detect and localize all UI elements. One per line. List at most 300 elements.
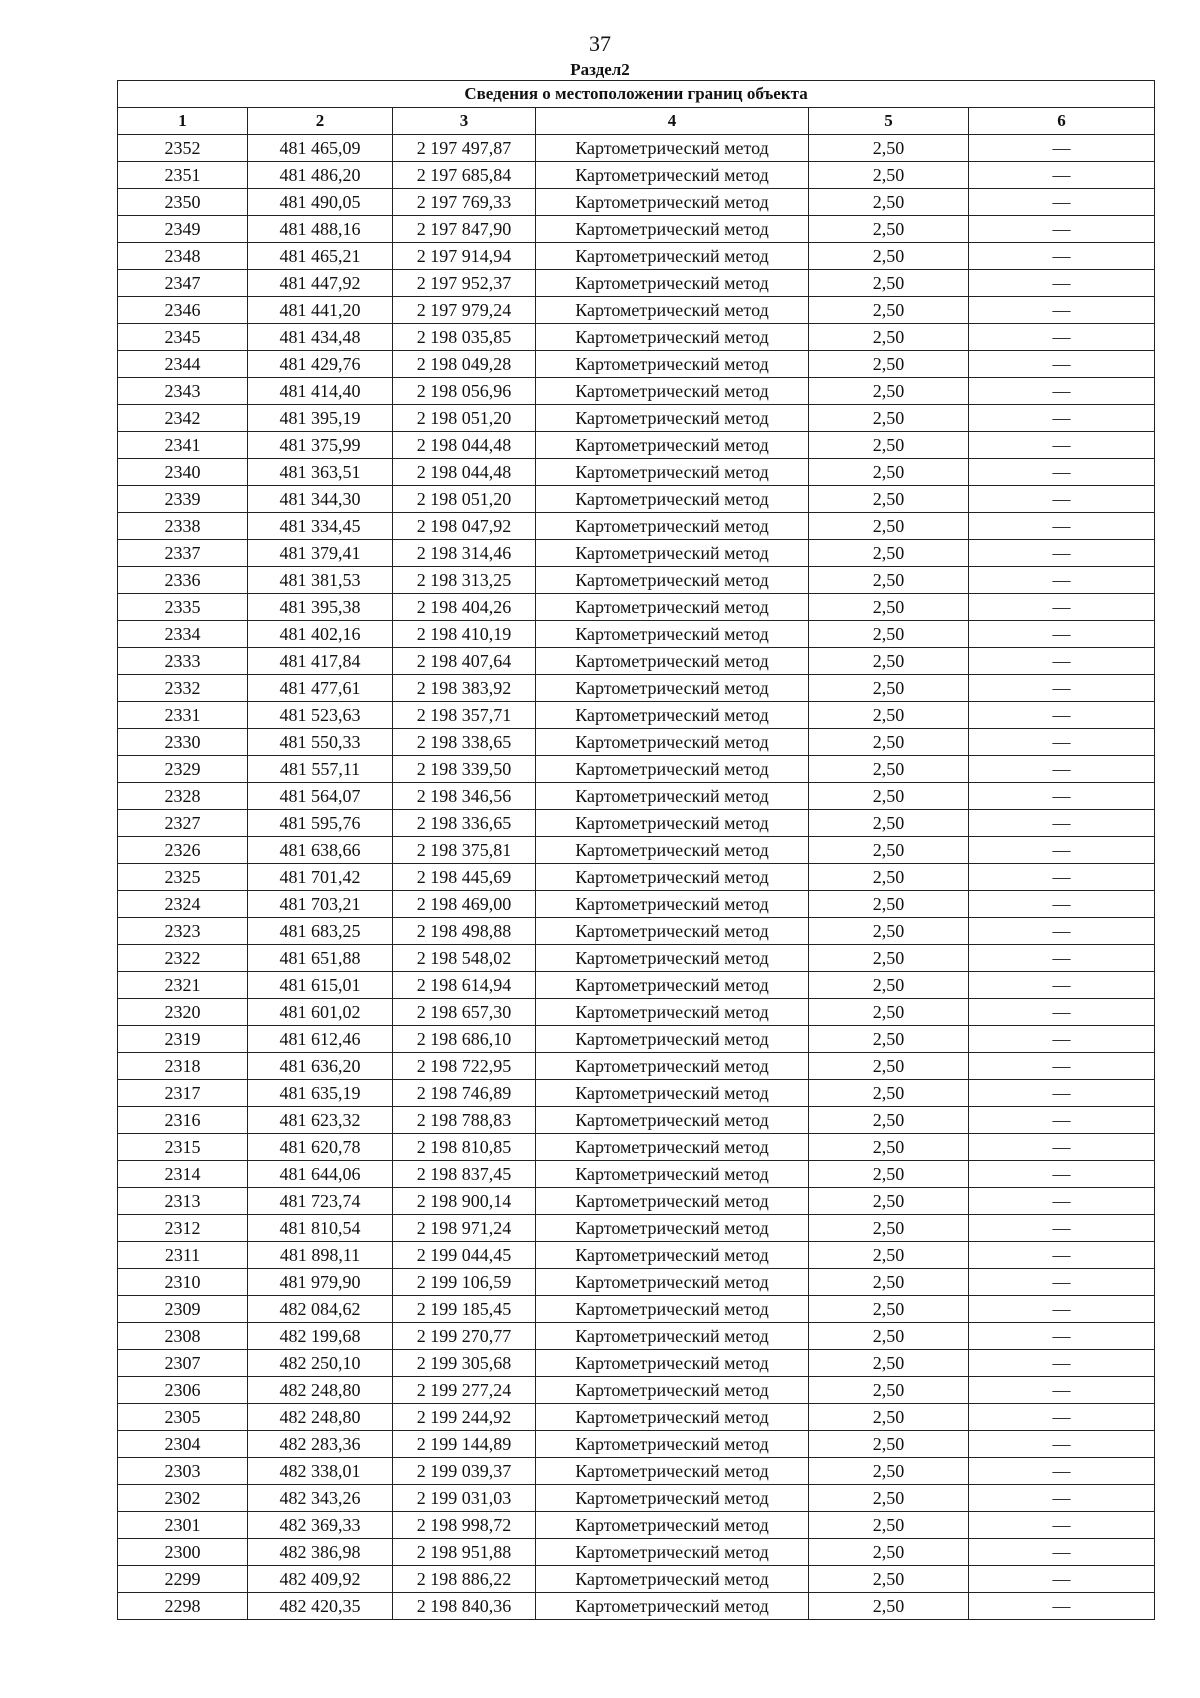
x-coordinate-cell: 481 701,42 — [248, 864, 393, 891]
point-number-cell: 2309 — [118, 1296, 248, 1323]
method-cell: Картометрический метод — [536, 243, 809, 270]
description-cell: — — [969, 378, 1155, 405]
accuracy-cell: 2,50 — [809, 1593, 969, 1620]
y-coordinate-cell: 2 198 886,22 — [393, 1566, 536, 1593]
description-cell: — — [969, 1566, 1155, 1593]
table-body — [118, 135, 1155, 1620]
accuracy-cell: 2,50 — [809, 675, 969, 702]
y-coordinate-cell: 2 198 657,30 — [393, 999, 536, 1026]
point-number-cell: 2333 — [118, 648, 248, 675]
x-coordinate-cell: 481 651,88 — [248, 945, 393, 972]
accuracy-cell: 2,50 — [809, 1053, 969, 1080]
column-header: 3 — [393, 108, 536, 135]
point-number-cell: 2337 — [118, 540, 248, 567]
column-header: 1 — [118, 108, 248, 135]
y-coordinate-cell: 2 199 185,45 — [393, 1296, 536, 1323]
point-number-cell: 2318 — [118, 1053, 248, 1080]
y-coordinate-cell: 2 198 035,85 — [393, 324, 536, 351]
description-cell: — — [969, 1080, 1155, 1107]
accuracy-cell: 2,50 — [809, 567, 969, 594]
method-cell: Картометрический метод — [536, 783, 809, 810]
y-coordinate-cell: 2 199 244,92 — [393, 1404, 536, 1431]
table-row — [118, 702, 1155, 729]
table-row — [118, 1134, 1155, 1161]
table-row — [118, 648, 1155, 675]
method-cell: Картометрический метод — [536, 648, 809, 675]
y-coordinate-cell: 2 198 375,81 — [393, 837, 536, 864]
y-coordinate-cell: 2 198 044,48 — [393, 459, 536, 486]
method-cell: Картометрический метод — [536, 540, 809, 567]
description-cell: — — [969, 1269, 1155, 1296]
y-coordinate-cell: 2 199 277,24 — [393, 1377, 536, 1404]
method-cell: Картометрический метод — [536, 1350, 809, 1377]
y-coordinate-cell: 2 198 404,26 — [393, 594, 536, 621]
description-cell: — — [969, 216, 1155, 243]
table-row — [118, 891, 1155, 918]
table-row — [118, 810, 1155, 837]
table-row — [118, 513, 1155, 540]
x-coordinate-cell: 481 488,16 — [248, 216, 393, 243]
method-cell: Картометрический метод — [536, 999, 809, 1026]
x-coordinate-cell: 481 395,19 — [248, 405, 393, 432]
description-cell: — — [969, 675, 1155, 702]
point-number-cell: 2312 — [118, 1215, 248, 1242]
accuracy-cell: 2,50 — [809, 1404, 969, 1431]
x-coordinate-cell: 481 465,21 — [248, 243, 393, 270]
description-cell: — — [969, 1161, 1155, 1188]
table-row — [118, 324, 1155, 351]
description-cell: — — [969, 1350, 1155, 1377]
x-coordinate-cell: 481 414,40 — [248, 378, 393, 405]
description-cell: — — [969, 162, 1155, 189]
accuracy-cell: 2,50 — [809, 1485, 969, 1512]
column-header: 5 — [809, 108, 969, 135]
accuracy-cell: 2,50 — [809, 918, 969, 945]
accuracy-cell: 2,50 — [809, 540, 969, 567]
method-cell: Картометрический метод — [536, 1026, 809, 1053]
x-coordinate-cell: 481 381,53 — [248, 567, 393, 594]
table-row — [118, 675, 1155, 702]
y-coordinate-cell: 2 198 383,92 — [393, 675, 536, 702]
x-coordinate-cell: 481 434,48 — [248, 324, 393, 351]
y-coordinate-cell: 2 199 106,59 — [393, 1269, 536, 1296]
x-coordinate-cell: 482 199,68 — [248, 1323, 393, 1350]
table-row — [118, 567, 1155, 594]
table-row — [118, 1242, 1155, 1269]
y-coordinate-cell: 2 198 614,94 — [393, 972, 536, 999]
y-coordinate-cell: 2 198 056,96 — [393, 378, 536, 405]
point-number-cell: 2308 — [118, 1323, 248, 1350]
point-number-cell: 2299 — [118, 1566, 248, 1593]
method-cell: Картометрический метод — [536, 675, 809, 702]
x-coordinate-cell: 482 386,98 — [248, 1539, 393, 1566]
x-coordinate-cell: 481 379,41 — [248, 540, 393, 567]
accuracy-cell: 2,50 — [809, 1188, 969, 1215]
table-row — [118, 729, 1155, 756]
table-row — [118, 351, 1155, 378]
method-cell: Картометрический метод — [536, 1566, 809, 1593]
y-coordinate-cell: 2 198 051,20 — [393, 405, 536, 432]
table-row — [118, 1107, 1155, 1134]
method-cell: Картометрический метод — [536, 1269, 809, 1296]
accuracy-cell: 2,50 — [809, 783, 969, 810]
accuracy-cell: 2,50 — [809, 405, 969, 432]
y-coordinate-cell: 2 197 914,94 — [393, 243, 536, 270]
x-coordinate-cell: 481 623,32 — [248, 1107, 393, 1134]
accuracy-cell: 2,50 — [809, 1296, 969, 1323]
y-coordinate-cell: 2 198 336,65 — [393, 810, 536, 837]
accuracy-cell: 2,50 — [809, 594, 969, 621]
y-coordinate-cell: 2 198 971,24 — [393, 1215, 536, 1242]
point-number-cell: 2348 — [118, 243, 248, 270]
method-cell: Картометрический метод — [536, 162, 809, 189]
point-number-cell: 2325 — [118, 864, 248, 891]
method-cell: Картометрический метод — [536, 486, 809, 513]
table-row — [118, 756, 1155, 783]
method-cell: Картометрический метод — [536, 513, 809, 540]
x-coordinate-cell: 481 402,16 — [248, 621, 393, 648]
method-cell: Картометрический метод — [536, 351, 809, 378]
x-coordinate-cell: 481 683,25 — [248, 918, 393, 945]
y-coordinate-cell: 2 197 952,37 — [393, 270, 536, 297]
description-cell: — — [969, 864, 1155, 891]
description-cell: — — [969, 1026, 1155, 1053]
x-coordinate-cell: 482 343,26 — [248, 1485, 393, 1512]
accuracy-cell: 2,50 — [809, 999, 969, 1026]
boundary-coordinates-table — [117, 80, 1155, 1620]
x-coordinate-cell: 481 344,30 — [248, 486, 393, 513]
description-cell: — — [969, 810, 1155, 837]
x-coordinate-cell: 482 369,33 — [248, 1512, 393, 1539]
y-coordinate-cell: 2 198 900,14 — [393, 1188, 536, 1215]
point-number-cell: 2313 — [118, 1188, 248, 1215]
method-cell: Картометрический метод — [536, 459, 809, 486]
accuracy-cell: 2,50 — [809, 891, 969, 918]
x-coordinate-cell: 481 595,76 — [248, 810, 393, 837]
y-coordinate-cell: 2 199 144,89 — [393, 1431, 536, 1458]
accuracy-cell: 2,50 — [809, 135, 969, 162]
point-number-cell: 2317 — [118, 1080, 248, 1107]
description-cell: — — [969, 1296, 1155, 1323]
table-row — [118, 945, 1155, 972]
y-coordinate-cell: 2 198 314,46 — [393, 540, 536, 567]
y-coordinate-cell: 2 198 407,64 — [393, 648, 536, 675]
accuracy-cell: 2,50 — [809, 378, 969, 405]
method-cell: Картометрический метод — [536, 1593, 809, 1620]
method-cell: Картометрический метод — [536, 1188, 809, 1215]
x-coordinate-cell: 482 248,80 — [248, 1377, 393, 1404]
method-cell: Картометрический метод — [536, 891, 809, 918]
description-cell: — — [969, 837, 1155, 864]
point-number-cell: 2344 — [118, 351, 248, 378]
method-cell: Картометрический метод — [536, 1242, 809, 1269]
method-cell: Картометрический метод — [536, 1485, 809, 1512]
accuracy-cell: 2,50 — [809, 702, 969, 729]
point-number-cell: 2298 — [118, 1593, 248, 1620]
accuracy-cell: 2,50 — [809, 1080, 969, 1107]
description-cell: — — [969, 297, 1155, 324]
method-cell: Картометрический метод — [536, 189, 809, 216]
point-number-cell: 2321 — [118, 972, 248, 999]
y-coordinate-cell: 2 198 047,92 — [393, 513, 536, 540]
method-cell: Картометрический метод — [536, 756, 809, 783]
x-coordinate-cell: 482 338,01 — [248, 1458, 393, 1485]
x-coordinate-cell: 481 395,38 — [248, 594, 393, 621]
method-cell: Картометрический метод — [536, 1080, 809, 1107]
method-cell: Картометрический метод — [536, 864, 809, 891]
x-coordinate-cell: 481 375,99 — [248, 432, 393, 459]
accuracy-cell: 2,50 — [809, 810, 969, 837]
point-number-cell: 2315 — [118, 1134, 248, 1161]
method-cell: Картометрический метод — [536, 621, 809, 648]
table-row — [118, 1485, 1155, 1512]
description-cell: — — [969, 729, 1155, 756]
y-coordinate-cell: 2 199 305,68 — [393, 1350, 536, 1377]
table-row — [118, 540, 1155, 567]
y-coordinate-cell: 2 198 445,69 — [393, 864, 536, 891]
description-cell: — — [969, 1404, 1155, 1431]
table-header-row — [118, 108, 1155, 135]
accuracy-cell: 2,50 — [809, 1512, 969, 1539]
method-cell: Картометрический метод — [536, 216, 809, 243]
accuracy-cell: 2,50 — [809, 1269, 969, 1296]
x-coordinate-cell: 481 636,20 — [248, 1053, 393, 1080]
accuracy-cell: 2,50 — [809, 864, 969, 891]
point-number-cell: 2343 — [118, 378, 248, 405]
description-cell: — — [969, 702, 1155, 729]
table-row — [118, 1377, 1155, 1404]
y-coordinate-cell: 2 198 357,71 — [393, 702, 536, 729]
accuracy-cell: 2,50 — [809, 1458, 969, 1485]
x-coordinate-cell: 482 409,92 — [248, 1566, 393, 1593]
x-coordinate-cell: 481 447,92 — [248, 270, 393, 297]
accuracy-cell: 2,50 — [809, 297, 969, 324]
x-coordinate-cell: 482 248,80 — [248, 1404, 393, 1431]
table-row — [118, 972, 1155, 999]
method-cell: Картометрический метод — [536, 1431, 809, 1458]
accuracy-cell: 2,50 — [809, 1161, 969, 1188]
point-number-cell: 2323 — [118, 918, 248, 945]
description-cell: — — [969, 1593, 1155, 1620]
page-number: 37 — [589, 31, 611, 56]
description-cell: — — [969, 405, 1155, 432]
accuracy-cell: 2,50 — [809, 351, 969, 378]
description-cell: — — [969, 1458, 1155, 1485]
table-row — [118, 918, 1155, 945]
table-row — [118, 1431, 1155, 1458]
table-row — [118, 1269, 1155, 1296]
accuracy-cell: 2,50 — [809, 432, 969, 459]
y-coordinate-cell: 2 197 769,33 — [393, 189, 536, 216]
table-row — [118, 486, 1155, 513]
method-cell: Картометрический метод — [536, 837, 809, 864]
accuracy-cell: 2,50 — [809, 1566, 969, 1593]
y-coordinate-cell: 2 198 788,83 — [393, 1107, 536, 1134]
y-coordinate-cell: 2 199 039,37 — [393, 1458, 536, 1485]
point-number-cell: 2304 — [118, 1431, 248, 1458]
x-coordinate-cell: 481 644,06 — [248, 1161, 393, 1188]
table-caption: Сведения о местоположении границ объекта — [118, 81, 1155, 108]
method-cell: Картометрический метод — [536, 567, 809, 594]
table-row — [118, 1593, 1155, 1620]
table-row — [118, 1350, 1155, 1377]
accuracy-cell: 2,50 — [809, 513, 969, 540]
accuracy-cell: 2,50 — [809, 1323, 969, 1350]
point-number-cell: 2324 — [118, 891, 248, 918]
x-coordinate-cell: 481 550,33 — [248, 729, 393, 756]
point-number-cell: 2327 — [118, 810, 248, 837]
table-row — [118, 459, 1155, 486]
point-number-cell: 2329 — [118, 756, 248, 783]
table-row — [118, 999, 1155, 1026]
description-cell: — — [969, 432, 1155, 459]
accuracy-cell: 2,50 — [809, 486, 969, 513]
accuracy-cell: 2,50 — [809, 1431, 969, 1458]
point-number-cell: 2334 — [118, 621, 248, 648]
y-coordinate-cell: 2 199 031,03 — [393, 1485, 536, 1512]
accuracy-cell: 2,50 — [809, 621, 969, 648]
y-coordinate-cell: 2 198 810,85 — [393, 1134, 536, 1161]
table-row — [118, 243, 1155, 270]
method-cell: Картометрический метод — [536, 918, 809, 945]
x-coordinate-cell: 481 557,11 — [248, 756, 393, 783]
table-row — [118, 297, 1155, 324]
table-row — [118, 135, 1155, 162]
table-row — [118, 1512, 1155, 1539]
description-cell: — — [969, 918, 1155, 945]
point-number-cell: 2300 — [118, 1539, 248, 1566]
method-cell: Картометрический метод — [536, 810, 809, 837]
point-number-cell: 2336 — [118, 567, 248, 594]
description-cell: — — [969, 351, 1155, 378]
table-row — [118, 783, 1155, 810]
x-coordinate-cell: 481 441,20 — [248, 297, 393, 324]
x-coordinate-cell: 481 465,09 — [248, 135, 393, 162]
method-cell: Картометрический метод — [536, 1161, 809, 1188]
method-cell: Картометрический метод — [536, 1458, 809, 1485]
point-number-cell: 2332 — [118, 675, 248, 702]
accuracy-cell: 2,50 — [809, 1242, 969, 1269]
description-cell: — — [969, 486, 1155, 513]
accuracy-cell: 2,50 — [809, 216, 969, 243]
description-cell: — — [969, 243, 1155, 270]
accuracy-cell: 2,50 — [809, 945, 969, 972]
y-coordinate-cell: 2 198 044,48 — [393, 432, 536, 459]
description-cell: — — [969, 999, 1155, 1026]
y-coordinate-cell: 2 198 313,25 — [393, 567, 536, 594]
point-number-cell: 2346 — [118, 297, 248, 324]
method-cell: Картометрический метод — [536, 972, 809, 999]
table-row — [118, 1458, 1155, 1485]
point-number-cell: 2331 — [118, 702, 248, 729]
section-title: Раздел2 — [570, 60, 630, 79]
table-row — [118, 621, 1155, 648]
y-coordinate-cell: 2 198 346,56 — [393, 783, 536, 810]
table-row — [118, 432, 1155, 459]
point-number-cell: 2351 — [118, 162, 248, 189]
description-cell: — — [969, 972, 1155, 999]
accuracy-cell: 2,50 — [809, 1026, 969, 1053]
x-coordinate-cell: 481 417,84 — [248, 648, 393, 675]
y-coordinate-cell: 2 197 685,84 — [393, 162, 536, 189]
point-number-cell: 2350 — [118, 189, 248, 216]
accuracy-cell: 2,50 — [809, 189, 969, 216]
description-cell: — — [969, 891, 1155, 918]
x-coordinate-cell: 481 601,02 — [248, 999, 393, 1026]
table-row — [118, 189, 1155, 216]
table-row — [118, 837, 1155, 864]
accuracy-cell: 2,50 — [809, 1350, 969, 1377]
point-number-cell: 2316 — [118, 1107, 248, 1134]
y-coordinate-cell: 2 199 044,45 — [393, 1242, 536, 1269]
point-number-cell: 2328 — [118, 783, 248, 810]
point-number-cell: 2338 — [118, 513, 248, 540]
point-number-cell: 2322 — [118, 945, 248, 972]
description-cell: — — [969, 945, 1155, 972]
point-number-cell: 2301 — [118, 1512, 248, 1539]
y-coordinate-cell: 2 198 840,36 — [393, 1593, 536, 1620]
accuracy-cell: 2,50 — [809, 459, 969, 486]
table-row — [118, 1026, 1155, 1053]
description-cell: — — [969, 621, 1155, 648]
point-number-cell: 2345 — [118, 324, 248, 351]
description-cell: — — [969, 1053, 1155, 1080]
point-number-cell: 2352 — [118, 135, 248, 162]
point-number-cell: 2330 — [118, 729, 248, 756]
accuracy-cell: 2,50 — [809, 324, 969, 351]
table-row — [118, 1404, 1155, 1431]
method-cell: Картометрический метод — [536, 1053, 809, 1080]
point-number-cell: 2320 — [118, 999, 248, 1026]
y-coordinate-cell: 2 198 410,19 — [393, 621, 536, 648]
description-cell: — — [969, 324, 1155, 351]
point-number-cell: 2339 — [118, 486, 248, 513]
point-number-cell: 2307 — [118, 1350, 248, 1377]
accuracy-cell: 2,50 — [809, 270, 969, 297]
method-cell: Картометрический метод — [536, 1404, 809, 1431]
table-row — [118, 1566, 1155, 1593]
x-coordinate-cell: 481 523,63 — [248, 702, 393, 729]
y-coordinate-cell: 2 198 951,88 — [393, 1539, 536, 1566]
method-cell: Картометрический метод — [536, 135, 809, 162]
method-cell: Картометрический метод — [536, 324, 809, 351]
y-coordinate-cell: 2 198 338,65 — [393, 729, 536, 756]
point-number-cell: 2303 — [118, 1458, 248, 1485]
table-row — [118, 1161, 1155, 1188]
description-cell: — — [969, 540, 1155, 567]
accuracy-cell: 2,50 — [809, 1134, 969, 1161]
table-row — [118, 1323, 1155, 1350]
table-row — [118, 594, 1155, 621]
x-coordinate-cell: 481 486,20 — [248, 162, 393, 189]
accuracy-cell: 2,50 — [809, 162, 969, 189]
description-cell: — — [969, 1134, 1155, 1161]
x-coordinate-cell: 481 612,46 — [248, 1026, 393, 1053]
x-coordinate-cell: 481 979,90 — [248, 1269, 393, 1296]
method-cell: Картометрический метод — [536, 1512, 809, 1539]
x-coordinate-cell: 481 620,78 — [248, 1134, 393, 1161]
method-cell: Картометрический метод — [536, 1296, 809, 1323]
x-coordinate-cell: 481 703,21 — [248, 891, 393, 918]
accuracy-cell: 2,50 — [809, 1539, 969, 1566]
y-coordinate-cell: 2 198 548,02 — [393, 945, 536, 972]
x-coordinate-cell: 481 615,01 — [248, 972, 393, 999]
point-number-cell: 2340 — [118, 459, 248, 486]
x-coordinate-cell: 482 420,35 — [248, 1593, 393, 1620]
y-coordinate-cell: 2 198 998,72 — [393, 1512, 536, 1539]
y-coordinate-cell: 2 198 339,50 — [393, 756, 536, 783]
description-cell: — — [969, 1431, 1155, 1458]
